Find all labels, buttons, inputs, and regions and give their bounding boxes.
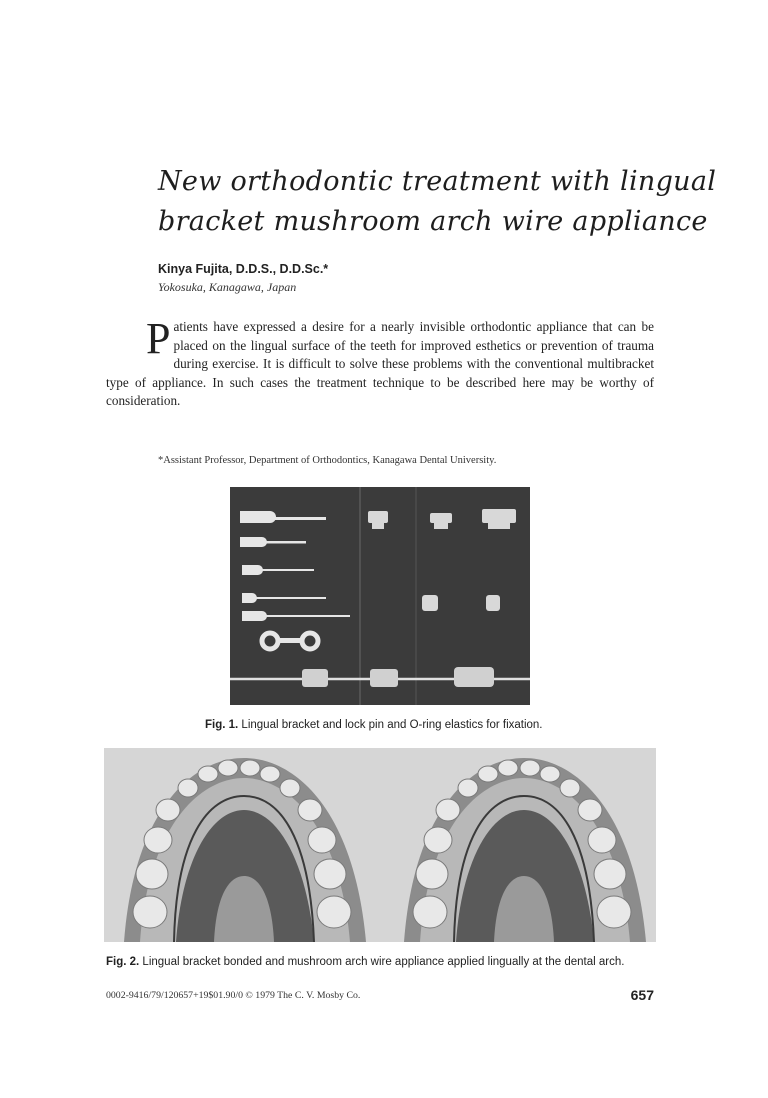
figure-1-caption: [205, 719, 543, 731]
abstract-paragraph: [106, 314, 654, 411]
author-affiliation: Yokosuka, Kanagawa, Japan: [158, 280, 297, 294]
figure-1-image: [230, 487, 530, 705]
drop-cap: P: [146, 314, 171, 363]
footnote: *Assistant Professor, Department of Orthodontics, Kanagawa Dental University.: [158, 455, 497, 466]
figure-1-caption-text: Lingual bracket and lock pin and O-ring elastics for fixation.: [238, 719, 543, 731]
title-line-2: bracket mushroom arch wire appliance: [158, 206, 708, 237]
figure-2-caption-text: Lingual bracket bonded and mushroom arch wire appliance applied lingually at the dental arch.: [139, 956, 625, 968]
figure-2-label: Fig. 2.: [106, 956, 140, 968]
figure-2-image: [104, 748, 656, 942]
article-title: [158, 162, 718, 242]
figure-1-label: Fig. 1.: [205, 719, 239, 731]
abstract-body: that can be placed on the lingual surface of the teeth for improved esthetics or prevention of trauma during exercise. It is difficult to solve these problems with the conventional multibracket type of appliance. In such cases the treatment technique to be described here may be worthy of consideration.: [106, 319, 654, 408]
author-name: Kinya Fujita, D.D.S., D.D.Sc.*: [158, 262, 329, 276]
page-footer: [106, 987, 654, 1006]
page-number: 657: [630, 987, 654, 1003]
figure-2-caption: [106, 956, 624, 968]
abstract-first-line: atients have expressed a desire for a nearly invisible orthodontic appliance: [173, 319, 588, 334]
copyright-line: 0002-9416/79/120657+19$01.90/0 © 1979 The C. V. Mosby Co.: [106, 990, 361, 1001]
title-line-1: New orthodontic treatment with lingual: [158, 166, 717, 197]
